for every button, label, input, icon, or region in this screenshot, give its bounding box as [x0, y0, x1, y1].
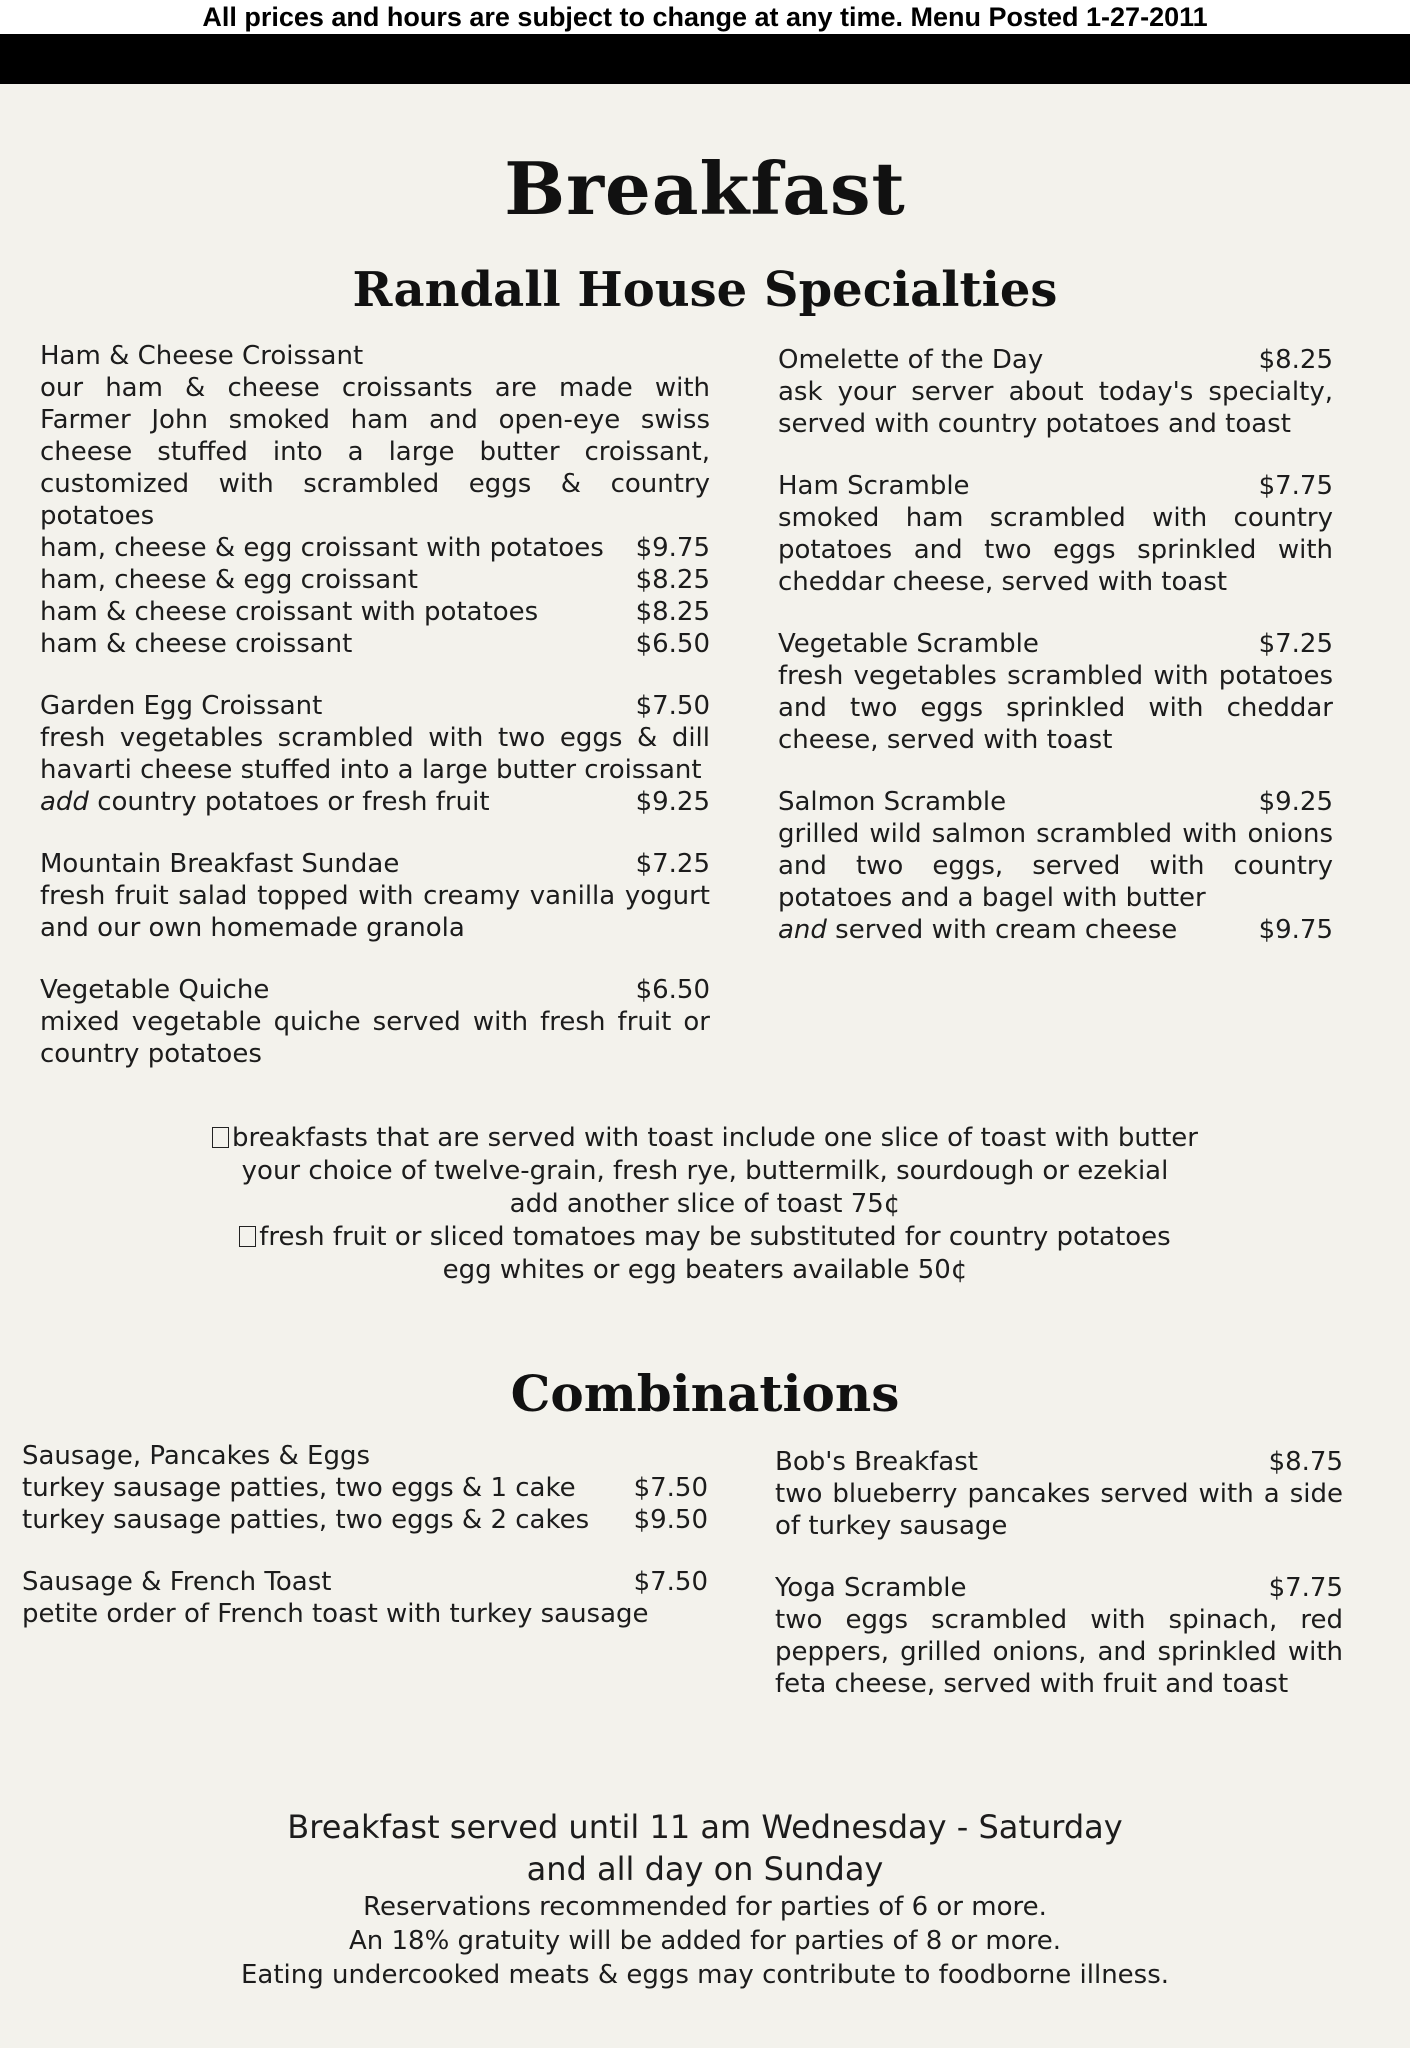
menu-item-sausage-french-toast	[22, 1566, 708, 1630]
price-notice: All prices and hours are subject to change at any time. Menu Posted 1-27-2011	[202, 2, 1208, 32]
option-label: turkey sausage patties, two eggs & 1 cake	[22, 1473, 576, 1503]
item-name: Vegetable Scramble	[778, 629, 1039, 659]
policy-line: Eating undercooked meats & eggs may contribute to foodborne illness.	[240, 1960, 1170, 1990]
item-description: ask your server about today's specialty, served with country potatoes and toast	[778, 377, 1333, 439]
item-addon	[778, 914, 1333, 946]
item-price: $7.25	[635, 849, 710, 879]
combinations-left-column	[22, 1440, 708, 1660]
hours-line: Breakfast served until 11 am Wednesday - Saturday	[287, 1808, 1123, 1846]
item-addon	[40, 786, 710, 818]
item-price: $8.25	[1258, 345, 1333, 375]
menu-item-sausage-pancakes	[22, 1440, 708, 1536]
addon-price: $9.75	[1258, 915, 1333, 945]
item-name: Sausage & French Toast	[22, 1567, 332, 1597]
item-description: petite order of French toast with turkey sausage	[22, 1599, 649, 1629]
item-description: two blueberry pancakes served with a side of turkey sausage	[775, 1479, 1343, 1541]
item-name: Vegetable Quiche	[40, 975, 270, 1005]
item-name: Sausage, Pancakes & Eggs	[22, 1441, 371, 1471]
option-price: $7.50	[633, 1473, 708, 1503]
note-line: your choice of twelve-grain, fresh rye, buttermilk, sourdough or ezekial	[241, 1156, 1169, 1186]
option-label: ham & cheese croissant	[40, 629, 353, 659]
item-description: our ham & cheese croissants are made with Farmer John smoked ham and open-eye swiss cheese stuffed into a large butter croissant, customized with scrambled eggs & country potatoes	[40, 373, 710, 531]
menu-footer	[0, 1806, 1410, 1992]
menu-item-ham-scramble	[778, 470, 1333, 598]
item-name: Ham Scramble	[778, 471, 970, 501]
item-description: grilled wild salmon scrambled with onions and two eggs, served with country potatoes and a bagel with butter	[778, 819, 1333, 913]
item-price: $7.50	[635, 691, 710, 721]
item-price: $9.25	[1258, 787, 1333, 817]
option-label: ham, cheese & egg croissant with potatoes	[40, 533, 604, 563]
item-description: fresh vegetables scrambled with potatoes and two eggs sprinkled with cheddar cheese, served with toast	[778, 661, 1333, 755]
note-line: fresh fruit or sliced tomatoes may be substituted for country potatoes	[259, 1222, 1171, 1252]
menu-item-bobs-breakfast	[775, 1446, 1343, 1542]
menu-item-yoga-scramble	[775, 1572, 1343, 1700]
toast-notes	[0, 1122, 1410, 1287]
item-name: Yoga Scramble	[775, 1573, 967, 1603]
menu-item-salmon-scramble	[778, 786, 1333, 946]
option-label: ham & cheese croissant with potatoes	[40, 597, 539, 627]
item-name: Salmon Scramble	[778, 787, 1007, 817]
note-line: breakfasts that are served with toast include one slice of toast with butter	[232, 1123, 1198, 1153]
option-price: $6.50	[635, 629, 710, 659]
option-price: $8.25	[635, 597, 710, 627]
option-label: ham, cheese & egg croissant	[40, 565, 418, 595]
hours-line: and all day on Sunday	[526, 1850, 884, 1888]
item-price: $7.25	[1258, 629, 1333, 659]
page-title: Breakfast	[504, 146, 906, 231]
option-price: $9.75	[635, 533, 710, 563]
menu-item-mountain-sundae	[40, 848, 710, 944]
specialties-right-column	[778, 344, 1333, 976]
addon-price: $9.25	[635, 787, 710, 817]
item-description: two eggs scrambled with spinach, red peppers, grilled onions, and sprinkled with feta cheese, served with fruit and toast	[775, 1605, 1343, 1699]
item-description: smoked ham scrambled with country potatoes and two eggs sprinkled with cheddar cheese, served with toast	[778, 503, 1333, 597]
item-option	[22, 1504, 708, 1536]
menu-item-vegetable-quiche	[40, 974, 710, 1070]
item-option	[40, 532, 710, 564]
item-option	[40, 596, 710, 628]
black-banner	[0, 34, 1410, 84]
policy-line: Reservations recommended for parties of 6 or more.	[363, 1892, 1047, 1922]
item-price: $7.75	[1268, 1573, 1343, 1603]
option-label: turkey sausage patties, two eggs & 2 cakes	[22, 1505, 590, 1535]
menu-item-omelette	[778, 344, 1333, 440]
addon-text: country potatoes or fresh fruit	[88, 787, 490, 817]
menu-item-vegetable-scramble	[778, 628, 1333, 756]
specialties-heading: Randall House Specialties	[352, 262, 1058, 318]
item-name: Omelette of the Day	[778, 345, 1044, 375]
combinations-right-column	[775, 1446, 1343, 1730]
option-price: $9.50	[633, 1505, 708, 1535]
note-line: egg whites or egg beaters available 50¢	[442, 1255, 968, 1285]
item-price: $8.75	[1268, 1447, 1343, 1477]
item-option	[40, 564, 710, 596]
checkbox-icon	[212, 1127, 229, 1148]
addon-prefix: add	[40, 787, 89, 817]
item-price: $7.75	[1258, 471, 1333, 501]
policy-line: An 18% gratuity will be added for parties of 8 or more.	[348, 1926, 1062, 1956]
note-line: add another slice of toast 75¢	[509, 1189, 901, 1219]
menu-item-ham-cheese-croissant	[40, 340, 710, 660]
specialties-left-column	[40, 340, 710, 1100]
item-option	[40, 628, 710, 660]
item-description: fresh vegetables scrambled with two eggs & dill havarti cheese stuffed into a large butter croissant	[40, 723, 710, 785]
item-price: $6.50	[635, 975, 710, 1005]
addon-prefix: and	[778, 915, 827, 945]
option-price: $8.25	[635, 565, 710, 595]
checkbox-icon	[239, 1226, 256, 1247]
item-name: Ham & Cheese Croissant	[40, 341, 364, 371]
item-option	[22, 1472, 708, 1504]
addon-text: served with cream cheese	[826, 915, 1178, 945]
item-name: Mountain Breakfast Sundae	[40, 849, 400, 879]
menu-item-garden-egg-croissant	[40, 690, 710, 818]
item-price: $7.50	[633, 1567, 708, 1597]
item-description: mixed vegetable quiche served with fresh fruit or country potatoes	[40, 1007, 710, 1069]
item-description: fresh fruit salad topped with creamy vanilla yogurt and our own homemade granola	[40, 881, 710, 943]
combinations-heading: Combinations	[510, 1364, 900, 1423]
item-name: Garden Egg Croissant	[40, 691, 323, 721]
item-name: Bob's Breakfast	[775, 1447, 978, 1477]
menu-page	[0, 84, 1410, 2048]
